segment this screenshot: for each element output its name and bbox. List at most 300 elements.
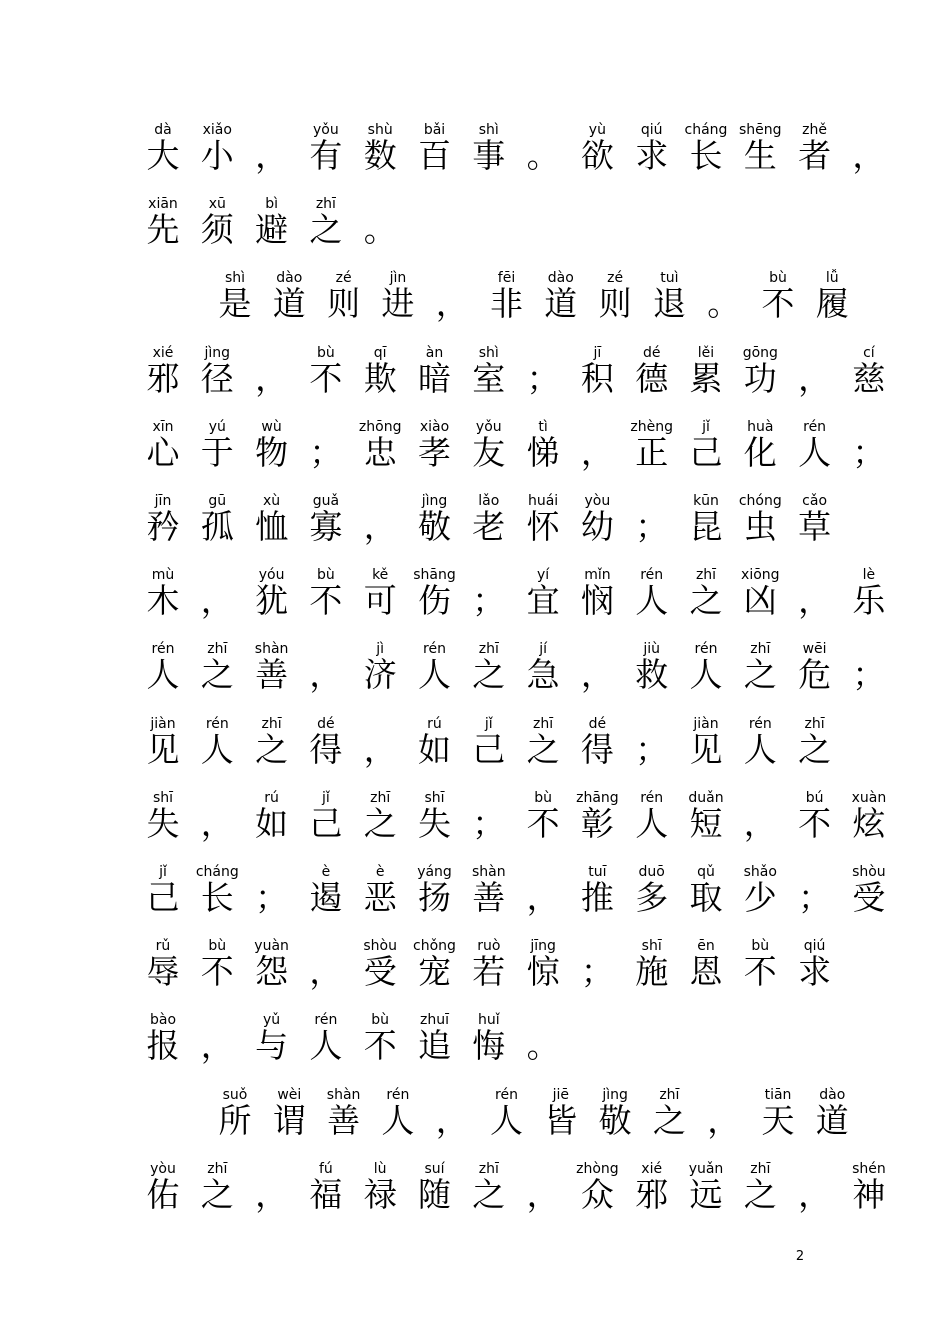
character-cell	[730, 1161, 790, 1235]
pinyin-annotation: tiān	[764, 1086, 792, 1103]
hanzi-character: ，	[255, 136, 289, 175]
pinyin-annotation: chóng	[738, 493, 782, 509]
text-line	[0, 345, 950, 419]
pinyin-annotation: shāng	[413, 567, 456, 584]
hanzi-character: 敬	[598, 1100, 632, 1140]
hanzi-character: 不	[761, 284, 795, 324]
character-cell	[296, 196, 356, 270]
pinyin-annotation: fú	[318, 1160, 333, 1177]
hanzi-character: 追	[418, 1026, 451, 1066]
character-cell	[513, 419, 573, 493]
hanzi-character: 老	[472, 507, 506, 546]
pinyin-annotation: shī	[152, 789, 174, 806]
pinyin-annotation: jìng	[204, 344, 231, 361]
character-cell	[405, 567, 465, 641]
hanzi-character: 见	[146, 729, 180, 769]
hanzi-character: 怀	[526, 507, 560, 546]
hanzi-character: 远	[689, 1174, 723, 1214]
text-line	[0, 567, 950, 641]
text-line	[0, 1012, 950, 1086]
hanzi-character: 得	[309, 729, 343, 769]
character-cell	[730, 864, 790, 938]
hanzi-character: 长	[200, 878, 234, 917]
pinyin-annotation: jǐ	[702, 418, 710, 435]
hanzi-character: 化	[743, 432, 777, 472]
text-line	[0, 790, 950, 864]
hanzi-character: 恶	[363, 878, 397, 917]
hanzi-character: ；	[472, 581, 506, 621]
hanzi-character: 先	[146, 210, 180, 250]
hanzi-character: ，	[435, 1100, 469, 1140]
pinyin-annotation: fēi	[497, 270, 516, 287]
hanzi-character: 敬	[418, 507, 451, 546]
hanzi-character: 人	[200, 729, 234, 769]
hanzi-character: 天	[761, 1100, 795, 1140]
hanzi-character: 不	[309, 358, 343, 398]
hanzi-character: 扬	[418, 878, 451, 917]
hanzi-character: 己	[472, 729, 506, 769]
hanzi-character: 矜	[146, 507, 180, 546]
pinyin-annotation: bào	[149, 1012, 177, 1029]
hanzi-character: ；	[472, 803, 506, 843]
hanzi-character: 多	[635, 878, 669, 917]
character-cell	[242, 419, 302, 493]
hanzi-character: 宠	[418, 952, 451, 992]
pinyin-annotation: xiào	[419, 418, 450, 435]
hanzi-character: 数	[363, 136, 397, 175]
pinyin-annotation: tuì	[660, 270, 679, 287]
character-cell	[133, 1012, 193, 1086]
pinyin-annotation: zhòng	[576, 1160, 619, 1177]
hanzi-character: 之	[363, 803, 397, 843]
hanzi-character: 之	[652, 1100, 686, 1140]
pinyin-annotation: yóu	[258, 567, 285, 584]
text-line	[0, 716, 950, 790]
pinyin-annotation: bù	[769, 270, 787, 287]
pinyin-annotation: jìn	[389, 270, 407, 287]
pinyin-annotation: gū	[208, 493, 227, 509]
pinyin-annotation: zé	[335, 270, 352, 287]
character-cell	[676, 790, 736, 864]
hanzi-character: ，	[580, 432, 614, 472]
pinyin-annotation: bǎi	[423, 122, 446, 138]
pinyin-annotation: dào	[819, 1086, 846, 1103]
pinyin-annotation: zhī	[804, 715, 825, 732]
hanzi-character: 谓	[272, 1100, 306, 1140]
hanzi-character: 少	[743, 878, 777, 917]
hanzi-character: 凶	[743, 581, 777, 621]
pinyin-annotation: shàn	[326, 1086, 361, 1103]
pinyin-annotation: rǔ	[155, 938, 171, 955]
pinyin-annotation: bù	[534, 789, 552, 806]
pinyin-annotation: zhī	[207, 641, 228, 658]
character-cell	[459, 345, 519, 419]
pinyin-annotation: zhī	[659, 1086, 680, 1103]
pinyin-annotation: dà	[154, 122, 172, 138]
hanzi-character: 忠	[363, 432, 397, 472]
character-cell	[187, 864, 247, 938]
hanzi-character: 孤	[200, 507, 234, 546]
pinyin-annotation: xiān	[148, 196, 178, 213]
pinyin-annotation: xié	[641, 1160, 663, 1177]
pinyin-annotation: xuàn	[851, 789, 887, 806]
hanzi-character: 道	[815, 1100, 849, 1140]
character-cell	[730, 345, 790, 419]
hanzi-character: 急	[526, 655, 560, 695]
pinyin-annotation: jiàn	[150, 715, 176, 732]
hanzi-character: 幼	[580, 507, 614, 546]
pinyin-annotation: jīn	[154, 493, 172, 509]
hanzi-character: 正	[635, 432, 669, 472]
hanzi-character: ；	[798, 878, 832, 917]
character-cell	[785, 716, 845, 790]
pinyin-annotation: zhī	[478, 1160, 499, 1177]
hanzi-character: 不	[526, 803, 560, 843]
hanzi-character: 善	[472, 878, 506, 917]
pinyin-annotation: rén	[151, 641, 175, 658]
character-cell	[513, 938, 573, 1012]
pinyin-annotation: jīng	[530, 938, 556, 955]
hanzi-character: ，	[435, 284, 469, 324]
hanzi-character: 。	[363, 210, 397, 250]
pinyin-annotation: rú	[264, 789, 279, 806]
hanzi-character: 人	[381, 1100, 415, 1140]
pinyin-annotation: bù	[371, 1012, 390, 1029]
pinyin-annotation: jiē	[552, 1086, 569, 1103]
hanzi-character: 福	[309, 1174, 343, 1214]
character-cell	[513, 1012, 573, 1086]
hanzi-character: 人	[146, 655, 180, 695]
pinyin-annotation: xié	[152, 344, 174, 361]
hanzi-character: 者	[798, 136, 832, 175]
hanzi-character: 欲	[580, 136, 614, 175]
pinyin-annotation: bù	[751, 938, 770, 955]
hanzi-character: 皆	[544, 1100, 578, 1140]
pinyin-annotation: jì	[376, 641, 385, 658]
hanzi-character: 恤	[255, 507, 289, 546]
hanzi-character: 众	[580, 1174, 614, 1214]
pinyin-annotation: dào	[547, 270, 574, 287]
hanzi-character: 昆	[689, 507, 723, 546]
pinyin-annotation: qiú	[803, 938, 826, 955]
hanzi-character: 与	[255, 1026, 289, 1066]
pinyin-annotation: jí	[539, 641, 547, 658]
hanzi-character: 悔	[472, 1026, 506, 1066]
character-cell	[639, 1087, 699, 1161]
hanzi-character: 求	[798, 952, 832, 992]
pinyin-annotation: lè	[862, 567, 876, 584]
hanzi-character: 。	[526, 136, 560, 175]
pinyin-annotation: lǚ	[825, 270, 839, 287]
pinyin-annotation: xiǎo	[202, 122, 232, 138]
hanzi-character: 长	[689, 136, 723, 175]
hanzi-character: 佑	[146, 1174, 180, 1214]
hanzi-character: 惊	[526, 952, 560, 992]
hanzi-character: 慈	[852, 358, 886, 398]
pinyin-annotation: gōng	[742, 344, 778, 361]
character-cell	[785, 938, 845, 1012]
pinyin-annotation: yù	[588, 122, 606, 138]
pinyin-annotation: rén	[205, 715, 229, 732]
hanzi-character: 物	[255, 432, 289, 472]
hanzi-character: ，	[580, 655, 614, 695]
hanzi-character: 。	[526, 1026, 560, 1066]
hanzi-character: 不	[200, 952, 234, 992]
hanzi-character: 济	[363, 655, 397, 695]
pinyin-annotation: yǔ	[263, 1012, 281, 1029]
pinyin-annotation: lù	[373, 1160, 387, 1177]
hanzi-character: 善	[255, 655, 289, 695]
pinyin-annotation: jiàn	[693, 715, 719, 732]
text-line	[0, 270, 950, 344]
hanzi-character: ，	[363, 729, 397, 769]
pinyin-annotation: shì	[224, 270, 246, 287]
pinyin-annotation: huái	[527, 493, 559, 509]
text-line	[0, 864, 950, 938]
hanzi-character: 悯	[580, 581, 614, 621]
pinyin-annotation: zhě	[802, 122, 828, 138]
character-cell	[187, 1161, 247, 1235]
character-cell	[459, 122, 519, 196]
pinyin-annotation: suí	[424, 1160, 445, 1177]
hanzi-character: 则	[327, 284, 361, 324]
pinyin-annotation: zhī	[750, 641, 771, 658]
hanzi-character: 生	[743, 136, 777, 175]
pinyin-annotation: yǒu	[475, 418, 502, 435]
hanzi-character: 见	[689, 729, 723, 769]
text-line	[0, 122, 950, 196]
pinyin-annotation: cí	[863, 344, 875, 361]
pinyin-annotation: zé	[607, 270, 624, 287]
pinyin-annotation: bì	[265, 196, 278, 213]
pinyin-annotation: è	[321, 864, 331, 880]
pinyin-annotation: yú	[208, 418, 226, 435]
hanzi-character: 欺	[363, 358, 397, 398]
character-cell	[839, 122, 899, 196]
hanzi-character: 之	[200, 1174, 234, 1214]
character-cell	[296, 493, 356, 567]
character-cell	[296, 716, 356, 790]
character-cell	[839, 864, 899, 938]
hanzi-character: 德	[635, 358, 669, 398]
character-cell	[368, 270, 428, 344]
pinyin-annotation: xīn	[152, 418, 174, 435]
hanzi-character: ，	[526, 1174, 560, 1214]
hanzi-character: 大	[146, 136, 180, 175]
hanzi-character: 己	[146, 878, 180, 917]
hanzi-character: 进	[381, 284, 415, 324]
hanzi-character: ，	[309, 655, 343, 695]
hanzi-character: 草	[798, 507, 832, 546]
character-cell	[802, 270, 862, 344]
text-line	[0, 641, 950, 715]
hanzi-character: 如	[418, 729, 451, 769]
character-cell	[133, 790, 193, 864]
hanzi-character: ，	[255, 358, 289, 398]
hanzi-character: 人	[798, 432, 832, 472]
hanzi-character: 人	[490, 1100, 523, 1140]
hanzi-character: ，	[852, 136, 886, 175]
hanzi-character: 虫	[743, 507, 777, 546]
character-cell	[567, 716, 627, 790]
hanzi-character: ；	[526, 358, 560, 398]
pinyin-annotation: àn	[425, 344, 444, 361]
character-cell	[187, 122, 247, 196]
pinyin-annotation: shì	[478, 122, 499, 138]
hanzi-character: 善	[327, 1100, 361, 1140]
hanzi-character: 之	[526, 729, 560, 769]
character-cell	[785, 122, 845, 196]
pinyin-annotation: chǒng	[413, 938, 456, 955]
hanzi-character: 百	[418, 136, 451, 175]
pinyin-annotation: zhōng	[358, 418, 402, 435]
pinyin-annotation: zhī	[478, 641, 499, 658]
pinyin-annotation: yáng	[417, 864, 452, 880]
character-cell	[459, 1161, 519, 1235]
hanzi-character: 若	[472, 952, 506, 992]
pinyin-annotation: shòu	[363, 938, 397, 955]
pinyin-annotation: shī	[641, 938, 662, 955]
pinyin-annotation: ēn	[697, 938, 715, 955]
pinyin-annotation: shì	[478, 344, 499, 361]
character-cell	[350, 196, 410, 270]
character-cell	[368, 1087, 428, 1161]
hanzi-character: ；	[309, 432, 343, 472]
pinyin-annotation: zhī	[207, 1160, 228, 1177]
pinyin-annotation: tuī	[588, 864, 607, 880]
hanzi-character: ；	[635, 729, 669, 769]
character-cell	[133, 567, 193, 641]
character-cell	[785, 641, 845, 715]
page-number: 2	[795, 1249, 805, 1264]
hanzi-character: 得	[580, 729, 614, 769]
hanzi-character: 危	[798, 655, 832, 695]
text-line	[0, 938, 950, 1012]
pinyin-annotation: huà	[747, 418, 774, 435]
character-cell	[242, 938, 302, 1012]
character-cell	[187, 345, 247, 419]
hanzi-character: ，	[309, 952, 343, 992]
character-cell	[785, 419, 845, 493]
hanzi-character: 须	[200, 210, 234, 250]
text-line	[0, 493, 950, 567]
hanzi-character: 之	[472, 1174, 506, 1214]
hanzi-character: 。	[707, 284, 741, 324]
character-cell	[839, 1161, 899, 1235]
hanzi-character: 累	[689, 358, 723, 398]
pinyin-annotation: qǔ	[697, 864, 715, 880]
hanzi-character: 心	[146, 432, 180, 472]
hanzi-character: 犹	[255, 581, 289, 621]
hanzi-character: 之	[309, 210, 343, 250]
hanzi-character: 人	[309, 1026, 343, 1066]
pinyin-annotation: shù	[367, 122, 393, 138]
character-cell	[639, 270, 699, 344]
hanzi-character: ，	[200, 581, 234, 621]
character-cell	[802, 1087, 862, 1161]
hanzi-character: ，	[798, 358, 832, 398]
pinyin-annotation: duō	[638, 864, 665, 880]
hanzi-character: 友	[472, 432, 506, 472]
pinyin-annotation: shàn	[471, 864, 506, 880]
text-line	[0, 196, 950, 270]
hanzi-character: 是	[218, 284, 252, 324]
pinyin-annotation: dé	[642, 344, 661, 361]
pinyin-annotation: yí	[537, 567, 550, 584]
pinyin-annotation: jī	[593, 344, 602, 361]
pinyin-annotation: jǐ	[322, 789, 330, 806]
hanzi-character: 之	[472, 655, 506, 695]
pinyin-annotation: qiú	[640, 122, 663, 138]
hanzi-character: 如	[255, 803, 289, 843]
hanzi-character: 不	[363, 1026, 397, 1066]
hanzi-character: 之	[798, 729, 832, 769]
hanzi-character: 受	[363, 952, 397, 992]
hanzi-character: 寡	[309, 507, 343, 546]
character-cell	[242, 641, 302, 715]
hanzi-character: 邪	[146, 358, 180, 398]
hanzi-character: 求	[635, 136, 669, 175]
character-cell	[513, 641, 573, 715]
pinyin-annotation: cháng	[684, 122, 728, 138]
pinyin-annotation: è	[375, 864, 385, 880]
pinyin-annotation: yuǎn	[688, 1160, 724, 1177]
hanzi-character: 失	[146, 803, 180, 843]
pinyin-annotation: huǐ	[477, 1012, 500, 1029]
character-cell	[405, 790, 465, 864]
pinyin-annotation: mǐn	[584, 567, 611, 584]
pinyin-annotation: bù	[317, 567, 335, 584]
hanzi-character: 宜	[526, 581, 560, 621]
hanzi-character: 孝	[418, 432, 451, 472]
pinyin-annotation: bú	[805, 789, 824, 806]
hanzi-character: 乐	[852, 581, 886, 621]
hanzi-character: 人	[635, 803, 669, 843]
hanzi-character: ，	[200, 1026, 234, 1066]
pinyin-annotation: yuàn	[254, 938, 289, 955]
pinyin-annotation: dé	[317, 715, 335, 732]
hanzi-character: 非	[490, 284, 523, 324]
pinyin-annotation: shén	[852, 1160, 886, 1177]
hanzi-character: 道	[272, 284, 306, 324]
pinyin-annotation: rú	[427, 715, 442, 732]
pinyin-annotation: jìng	[602, 1086, 628, 1103]
hanzi-character: 遏	[309, 878, 343, 917]
hanzi-character: 之	[255, 729, 289, 769]
pinyin-annotation: rén	[314, 1012, 338, 1029]
hanzi-character: 推	[580, 878, 614, 917]
pinyin-annotation: kě	[372, 567, 389, 584]
hanzi-character: 则	[598, 284, 632, 324]
pinyin-annotation: suǒ	[222, 1086, 248, 1103]
character-cell	[839, 419, 899, 493]
character-cell	[839, 567, 899, 641]
pinyin-annotation: bù	[208, 938, 227, 955]
pinyin-annotation: zhī	[750, 1160, 771, 1177]
character-cell	[785, 493, 845, 567]
hanzi-character: 人	[689, 655, 723, 695]
hanzi-character: 可	[363, 581, 397, 621]
pinyin-annotation: wèi	[277, 1086, 302, 1103]
hanzi-character: ，	[363, 507, 397, 546]
hanzi-character: 炫	[852, 803, 886, 843]
pinyin-annotation: rén	[423, 641, 446, 658]
pinyin-annotation: rén	[640, 789, 664, 806]
character-cell	[459, 1012, 519, 1086]
hanzi-character: 不	[743, 952, 777, 992]
hanzi-character: 事	[472, 136, 506, 175]
pinyin-annotation: mù	[151, 567, 175, 584]
